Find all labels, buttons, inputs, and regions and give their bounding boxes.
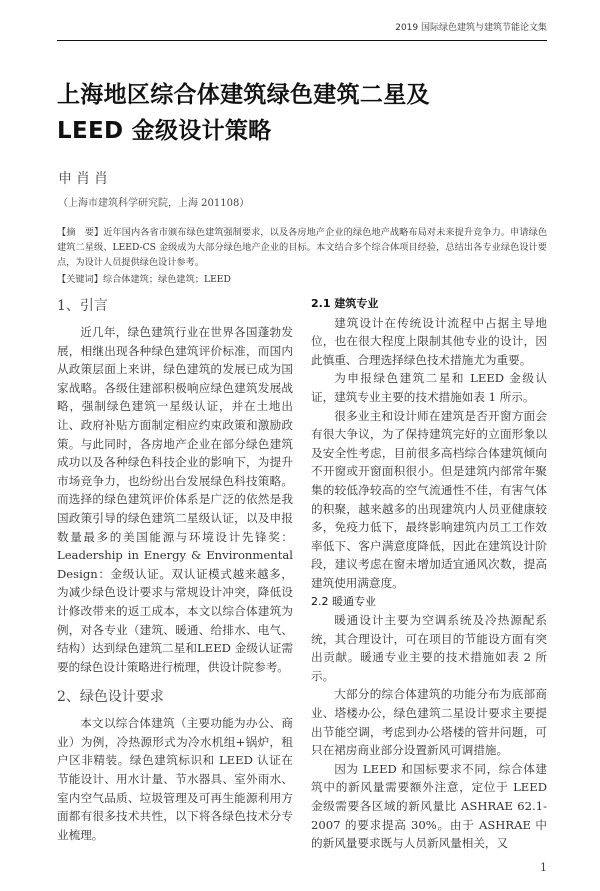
paragraph: 本文以综合体建筑（主要功能为办公、商业）为例，冷热源形式为冷水机组+锅炉，租户区非精装。绿色建筑标识和 LEED 认证在节能设计、用水计量、节水器具、室外雨水、室内空气品质、垃圾管理及可再生能源利用方面都有很多技术共性，以下将各绿色技术分专业梳理。	[57, 716, 293, 842]
subsection-heading: 2.1 建筑专业	[311, 297, 379, 310]
keywords-text: 综合体建筑；绿色建筑；LEED	[102, 274, 231, 285]
author: 申肖肖	[58, 171, 112, 187]
paragraph: 因为 LEED 和国标要求不同，综合体建筑中的新风量需要额外注意，定位于 LEED 金级需要各区域的新风量比 ASHRAE 62.1-2007 的要求提高 30%。由于 ASHRAE 中的新风量要求既与人员新风量相关，又	[311, 761, 547, 851]
running-header: 2019 国际绿色建筑与建筑节能论文集	[57, 20, 547, 41]
paragraph: 建筑设计在传统设计流程中占据主导地位，也在很大程度上限制其他专业的设计，因此慎重、合理选择绿色技术措施尤为重要。	[311, 315, 547, 367]
page-number: 1	[540, 860, 547, 874]
title-line-2: LEED 金级设计策略	[57, 118, 272, 144]
left-column	[57, 295, 293, 844]
paper-title	[57, 77, 547, 149]
paragraph: 为申报绿色建筑二星和 LEED 金级认证，建筑专业主要的技术措施如表 1 所示。	[311, 371, 547, 404]
subsection-heading: 2.2 暖通专业	[311, 594, 376, 608]
abstract-text: 近年国内各省市颁布绿色建筑强制要求，以及各房地产企业的绿色地产战略布局对未来提升竞争力。申请绿色建筑二星级、LEED-CS 金级成为大部分绿色地产企业的目标。本文结合多个综合体项目经验，总结出各专业绿色设计要点，为设计人员提供绿色设计参考。	[57, 227, 548, 268]
body-columns	[57, 295, 547, 853]
right-column	[311, 295, 547, 853]
section-heading: 1、引言	[57, 298, 108, 314]
paragraph: 很多业主和设计师在建筑是否开窗方面会有很大争议，为了保持建筑完好的立面形象以及安全性考虑，目前很多高档综合体建筑倾向不开窗或开窗面积很小。但是建筑内部常年聚集的较低净较高的空气流通性不佳，有害气体的积聚，越来越多的出现建筑内人员亚健康较多，免疫力低下，最终影响建筑内员工工作效率低下、客户满意度降低，因此在建筑设计阶段，建议考虑在窗未增加适宜通风次数，提高建筑使用满意度。	[311, 408, 547, 590]
affiliation: （上海市建筑科学研究院，上海 201108）	[58, 198, 250, 209]
keywords	[57, 272, 547, 287]
paragraph: 暖通设计主要为空调系统及冷热源配系统，其合理设计，可在项目的节能设方面有突出贡献。暖通专业主要的技术措施如表 2 所示。	[311, 613, 547, 683]
paragraph: 近几年，绿色建筑行业在世界各国蓬勃发展，相继出现各种绿色建筑评价标准，而国内从政策层面上来讲，绿色建筑的发展已成为国家战略。各级住建部积极响应绿色建筑发展战略，强制绿色建筑一星级认证，并在土地出让、政府补贴方面制定相应约束政策和激励政策。与此同时，各房地产企业在部分绿色建筑成功以及各种绿色科技企业的影响下，为提升市场竞争力，也纷纷出台发展绿色科技策略。而选择的绿色建筑评价体系是广泛的依然是我国政策引导的绿色建筑二星级认证，以及申报数量最多的美国能源与环境设计先锋奖：Leadership in Energy & Environmental Design：金级认证。双认证模式越来越多，为减少绿色设计要求与常规设计冲突，降低设计修改带来的返工成本，本文以综合体建筑为例，对各专业（建筑、暖通、给排水、电气、结构）达到绿色建筑二星和LEED 金级认证需要的绿色设计策略进行梳理，供设计院参考。	[57, 325, 293, 674]
section-heading: 2、绿色设计要求	[57, 689, 164, 706]
paragraph: 大部分的综合体建筑的功能分布为底部商业、塔楼办公，绿色建筑二星设计要求主要提出节能空调，考虑到办公塔楼的管井问题，可只在裙房商业部分设置新风可调措施。	[311, 687, 547, 758]
abstract	[57, 225, 547, 270]
abstract-label: 【摘 要】	[57, 227, 104, 238]
title-line-1: 上海地区综合体建筑绿色建筑二星及	[57, 82, 430, 108]
keywords-label: 【关键词】	[57, 274, 103, 285]
